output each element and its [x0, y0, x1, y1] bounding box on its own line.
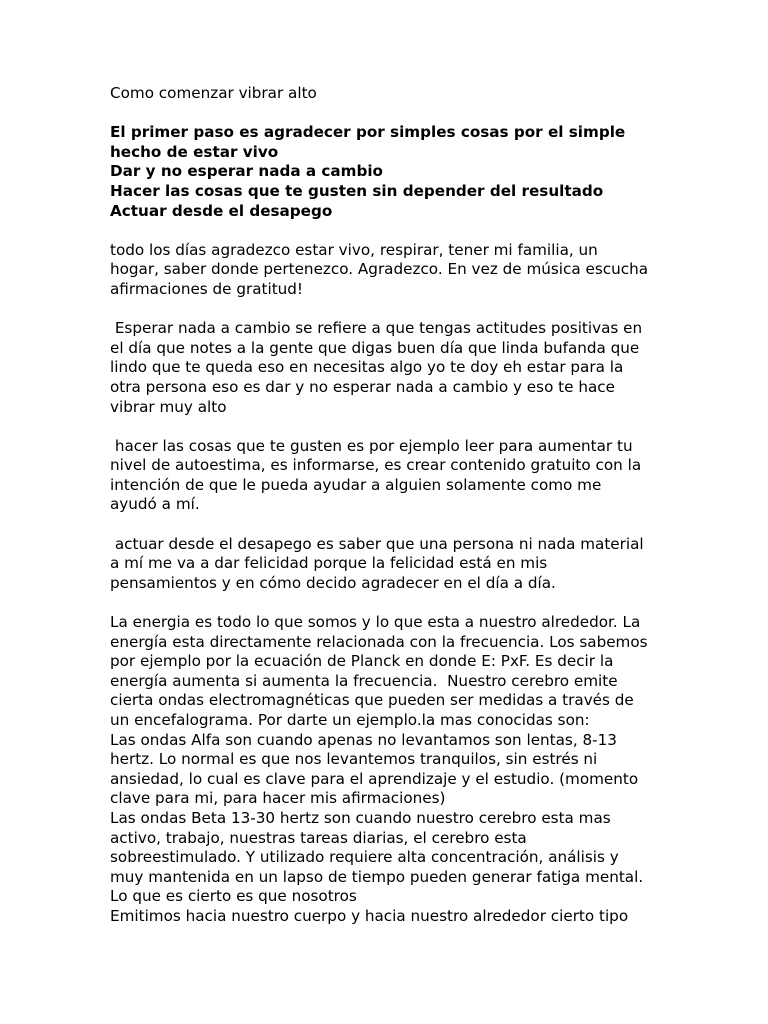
- paragraph-line: hogar, saber donde pertenezco. Agradezco. En vez de música escucha: [110, 260, 649, 279]
- paragraph-line: otra persona eso es dar y no esperar nada a cambio y eso te hace: [110, 377, 615, 396]
- paragraph-line: energía esta directamente relacionada con la frecuencia. Los sabemos: [110, 632, 648, 651]
- bold-intro-line: Actuar desde el desapego: [110, 201, 333, 220]
- paragraph-line: actuar desde el desapego es saber que una persona ni nada material: [110, 534, 644, 553]
- bold-intro-line: Hacer las cosas que te gusten sin depender del resultado: [110, 181, 604, 200]
- paragraph-line: vibrar muy alto: [110, 397, 227, 416]
- paragraph-line: el día que notes a la gente que digas buen día que linda bufanda que: [110, 338, 640, 357]
- paragraph-line: energía aumenta si aumenta la frecuencia. Nuestro cerebro emite: [110, 671, 618, 690]
- paragraph-line: intención de que le pueda ayudar a alguien solamente como me: [110, 475, 602, 494]
- paragraph-line: cierta ondas electromagnéticas que pueden ser medidas a través de: [110, 691, 634, 710]
- spacer: [110, 104, 670, 124]
- paragraph-line: por ejemplo por la ecuación de Planck en donde E: PxF. Es decir la: [110, 652, 614, 671]
- paragraph-line: ayudó a mí.: [110, 495, 200, 514]
- paragraph-line: a mí me va a dar felicidad porque la felicidad está en mis: [110, 554, 548, 573]
- spacer: [110, 300, 670, 320]
- bold-intro: [110, 123, 670, 221]
- paragraph-line: activo, trabajo, nuestras tareas diarias, el cerebro esta: [110, 828, 527, 847]
- paragraph-line: lindo que te queda eso en necesitas algo yo te doy eh estar para la: [110, 358, 624, 377]
- paragraph-line: Las ondas Beta 13-30 hertz son cuando nuestro cerebro esta mas: [110, 808, 611, 827]
- paragraph-doing-things: [110, 437, 670, 515]
- paragraph-energy: [110, 613, 670, 927]
- paragraph-line: pensamientos y en cómo decido agradecer en el día a día.: [110, 573, 556, 592]
- bold-intro-line: Dar y no esperar nada a cambio: [110, 162, 383, 181]
- paragraph-line: ansiedad, lo cual es clave para el aprendizaje y el estudio. (momento: [110, 769, 639, 788]
- paragraph-line: hacer las cosas que te gusten es por ejemplo leer para aumentar tu: [110, 436, 633, 455]
- document-title: Como comenzar vibrar alto: [110, 84, 317, 102]
- spacer: [110, 515, 670, 535]
- paragraph-detachment: [110, 535, 670, 594]
- spacer: [110, 593, 670, 613]
- document-page: [110, 84, 670, 927]
- spacer: [110, 221, 670, 241]
- bold-intro-line: El primer paso es agradecer por simples cosas por el simple: [110, 123, 626, 142]
- paragraph-line: muy mantenida en un lapso de tiempo pueden generar fatiga mental.: [110, 867, 644, 886]
- paragraph-gratitude: [110, 241, 670, 300]
- paragraph-line: Emitimos hacia nuestro cuerpo y hacia nuestro alrededor cierto tipo: [110, 906, 629, 925]
- spacer: [110, 417, 670, 437]
- paragraph-line: La energia es todo lo que somos y lo que esta a nuestro alrededor. La: [110, 613, 641, 632]
- paragraph-line: Las ondas Alfa son cuando apenas no levantamos son lentas, 8-13: [110, 730, 617, 749]
- paragraph-line: clave para mi, para hacer mis afirmaciones): [110, 789, 446, 808]
- paragraph-line: todo los días agradezco estar vivo, respirar, tener mi familia, un: [110, 240, 598, 259]
- paragraph-line: hertz. Lo normal es que nos levantemos tranquilos, sin estrés ni: [110, 750, 598, 769]
- paragraph-line: un encefalograma. Por darte un ejemplo.la mas conocidas son:: [110, 711, 590, 729]
- bold-intro-line: hecho de estar vivo: [110, 142, 279, 161]
- paragraph-line: sobreestimulado. Y utilizado requiere alta concentración, análisis y: [110, 848, 619, 867]
- paragraph-line: Lo que es cierto es que nosotros: [110, 887, 357, 906]
- paragraph-line: afirmaciones de gratitud!: [110, 279, 304, 298]
- paragraph-line: nivel de autoestima, es informarse, es crear contenido gratuito con la: [110, 456, 642, 475]
- paragraph-giving: [110, 319, 670, 417]
- paragraph-line: Esperar nada a cambio se refiere a que tengas actitudes positivas en: [110, 319, 643, 338]
